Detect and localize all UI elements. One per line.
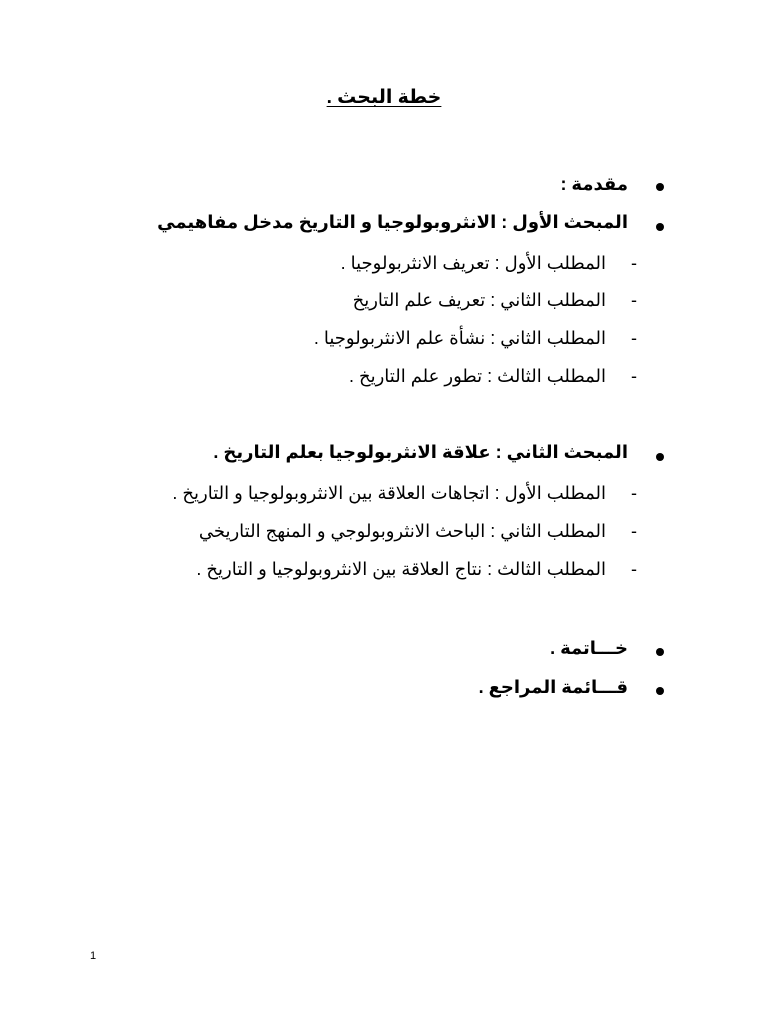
chapter2-sub-1: المطلب الأول : اتجاهات العلاقة بين الانثروبولوجيا و التاريخ . [172, 483, 606, 503]
chapter1-sub-3: المطلب الثاني : نشأة علم الانثربولوجيا . [313, 328, 606, 348]
dash-marker: - [631, 290, 637, 310]
page-number: 1 [90, 950, 97, 962]
chapter2-heading: المبحث الثاني : علاقة الانثربولوجيا بعلم التاريخ . [213, 442, 628, 462]
dash-marker: - [631, 253, 637, 273]
dash-marker: - [631, 559, 637, 579]
chapter2-sub-3: المطلب الثالث : نتاج العلاقة بين الانثروبولوجيا و التاريخ . [196, 559, 606, 579]
bullet-icon [656, 453, 664, 461]
bullet-icon [656, 223, 664, 231]
dash-marker: - [631, 521, 637, 541]
chapter2-sub-2: المطلب الثاني : الباحث الانثروبولوجي و المنهج التاريخي [198, 521, 606, 541]
references-heading: قـــائمة المراجع . [478, 677, 628, 697]
chapter1-heading: المبحث الأول : الانثروبولوجيا و التاريخ مدخل مفاهيمي [157, 212, 628, 232]
chapter1-sub-2: المطلب الثاني : تعريف علم التاريخ [352, 290, 606, 310]
page-title: خطة البحث . [326, 87, 442, 108]
dash-marker: - [631, 366, 637, 386]
dash-marker: - [631, 328, 637, 348]
dash-marker: - [631, 483, 637, 503]
bullet-icon [656, 648, 664, 656]
chapter1-sub-1: المطلب الأول : تعريف الانثربولوجيا . [340, 253, 606, 273]
bullet-icon [656, 687, 664, 695]
intro-heading: مقدمة : [560, 174, 628, 194]
bullet-icon [656, 183, 664, 191]
conclusion-heading: خـــاتمة . [550, 638, 628, 658]
chapter1-sub-4: المطلب الثالث : تطور علم التاريخ . [348, 366, 606, 386]
